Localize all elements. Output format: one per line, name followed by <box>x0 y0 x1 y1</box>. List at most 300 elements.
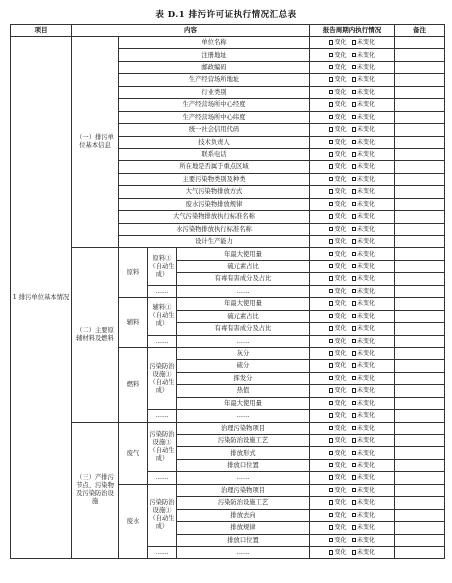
unchanged-option[interactable] <box>352 512 376 519</box>
changed-label: 变化 <box>334 536 347 544</box>
remark-cell <box>395 248 445 260</box>
changed-label: 变化 <box>334 262 347 270</box>
checkbox-icon[interactable] <box>352 140 357 145</box>
changed-option[interactable] <box>329 163 347 170</box>
changed-option[interactable] <box>329 524 347 531</box>
unchanged-label: 未变化 <box>357 350 376 358</box>
raw-item: 有毒有害成分及占比 <box>177 273 310 285</box>
checkbox-icon[interactable] <box>352 127 357 132</box>
ellipsis-item: …… <box>177 472 310 484</box>
changed-label: 变化 <box>334 524 347 532</box>
changed-option[interactable] <box>329 251 347 258</box>
changed-label: 变化 <box>334 213 347 221</box>
changed-option[interactable] <box>329 487 347 494</box>
table-row <box>11 422 445 434</box>
unchanged-option[interactable] <box>352 487 376 494</box>
checkbox-icon[interactable] <box>352 513 357 518</box>
status-options <box>310 99 395 111</box>
changed-label: 变化 <box>334 449 347 457</box>
changed-label: 变化 <box>334 424 347 432</box>
status-options <box>310 161 395 173</box>
status-options <box>310 372 395 384</box>
changed-label: 变化 <box>334 362 347 370</box>
remark-cell <box>395 385 445 397</box>
unchanged-option[interactable] <box>352 275 376 282</box>
ellipsis-item: …… <box>177 335 310 347</box>
status-options <box>310 260 395 272</box>
gas-sub: 污染防治设施①（自动生成） <box>148 422 177 472</box>
unchanged-option[interactable] <box>352 549 376 556</box>
checkbox-icon[interactable] <box>352 53 357 58</box>
remark-cell <box>395 522 445 534</box>
unchanged-option[interactable] <box>352 176 376 183</box>
remark-cell <box>395 49 445 61</box>
unchanged-option[interactable] <box>352 126 376 133</box>
checkbox-icon[interactable] <box>352 326 357 331</box>
remark-cell <box>395 161 445 173</box>
unchanged-label: 未变化 <box>357 300 376 308</box>
unchanged-label: 未变化 <box>357 362 376 370</box>
status-options <box>310 273 395 285</box>
unchanged-label: 未变化 <box>357 88 376 96</box>
checkbox-icon[interactable] <box>329 525 334 530</box>
checkbox-icon[interactable] <box>329 90 334 95</box>
checkbox-icon[interactable] <box>352 339 357 344</box>
remark-cell <box>395 546 445 558</box>
unchanged-option[interactable] <box>352 288 376 295</box>
checkbox-icon[interactable] <box>329 550 334 555</box>
checkbox-icon[interactable] <box>352 550 357 555</box>
status-options <box>310 459 395 471</box>
remark-cell <box>395 223 445 235</box>
changed-option[interactable] <box>329 412 347 419</box>
changed-option[interactable] <box>329 450 347 457</box>
changed-label: 变化 <box>334 300 347 308</box>
unchanged-option[interactable] <box>352 300 376 307</box>
unchanged-option[interactable] <box>352 101 376 108</box>
changed-option[interactable] <box>329 101 347 108</box>
changed-label: 变化 <box>334 113 347 121</box>
changed-option[interactable] <box>329 362 347 369</box>
checkbox-icon[interactable] <box>352 152 357 157</box>
checkbox-icon[interactable] <box>329 77 334 82</box>
unchanged-option[interactable] <box>352 89 376 96</box>
checkbox-icon[interactable] <box>329 289 334 294</box>
changed-option[interactable] <box>329 151 347 158</box>
changed-option[interactable] <box>329 188 347 195</box>
gas-item: 排放口位置 <box>177 459 310 471</box>
checkbox-icon[interactable] <box>329 351 334 356</box>
unchanged-option[interactable] <box>352 201 376 208</box>
checkbox-icon[interactable] <box>329 363 334 368</box>
changed-option[interactable] <box>329 549 347 556</box>
basic-item: 水污染物排放执行标准名称 <box>119 223 310 235</box>
changed-option[interactable] <box>329 288 347 295</box>
status-options <box>310 335 395 347</box>
status-options <box>310 385 395 397</box>
checkbox-icon[interactable] <box>329 438 334 443</box>
remark-cell <box>395 86 445 98</box>
changed-option[interactable] <box>329 263 347 270</box>
permit-summary-table <box>10 24 445 559</box>
changed-label: 变化 <box>334 88 347 96</box>
fuel-label: 燃料 <box>119 347 148 422</box>
checkbox-icon[interactable] <box>329 53 334 58</box>
remark-cell <box>395 198 445 210</box>
checkbox-icon[interactable] <box>352 463 357 468</box>
unchanged-option[interactable] <box>352 362 376 369</box>
checkbox-icon[interactable] <box>352 426 357 431</box>
status-options <box>310 148 395 160</box>
unchanged-label: 未变化 <box>357 486 376 494</box>
changed-option[interactable] <box>329 76 347 83</box>
unchanged-option[interactable] <box>352 462 376 469</box>
status-options <box>310 410 395 422</box>
changed-option[interactable] <box>329 213 347 220</box>
checkbox-icon[interactable] <box>352 40 357 45</box>
remark-cell <box>395 74 445 86</box>
checkbox-icon[interactable] <box>352 301 357 306</box>
changed-option[interactable] <box>329 474 347 481</box>
changed-option[interactable] <box>329 114 347 121</box>
checkbox-icon[interactable] <box>352 252 357 257</box>
unchanged-option[interactable] <box>352 151 376 158</box>
remark-cell <box>395 410 445 422</box>
checkbox-icon[interactable] <box>352 276 357 281</box>
checkbox-icon[interactable] <box>329 264 334 269</box>
status-options <box>310 422 395 434</box>
checkbox-icon[interactable] <box>352 351 357 356</box>
checkbox-icon[interactable] <box>352 376 357 381</box>
changed-option[interactable] <box>329 201 347 208</box>
checkbox-icon[interactable] <box>329 177 334 182</box>
ellipsis-item: …… <box>177 285 310 297</box>
aux-item: 有毒有害成分及占比 <box>177 323 310 335</box>
gas-item: 污染防治设施工艺 <box>177 435 310 447</box>
unchanged-option[interactable] <box>352 387 376 394</box>
remark-cell <box>395 472 445 484</box>
basic-item: 技术负责人 <box>119 136 310 148</box>
checkbox-icon[interactable] <box>329 401 334 406</box>
changed-option[interactable] <box>329 89 347 96</box>
status-options <box>310 522 395 534</box>
checkbox-icon[interactable] <box>352 401 357 406</box>
unchanged-option[interactable] <box>352 437 376 444</box>
remark-cell <box>395 497 445 509</box>
unchanged-label: 未变化 <box>357 524 376 532</box>
unchanged-option[interactable] <box>352 375 376 382</box>
unchanged-option[interactable] <box>352 251 376 258</box>
checkbox-icon[interactable] <box>352 65 357 70</box>
changed-option[interactable] <box>329 437 347 444</box>
checkbox-icon[interactable] <box>352 500 357 505</box>
changed-label: 变化 <box>334 350 347 358</box>
checkbox-icon[interactable] <box>329 65 334 70</box>
checkbox-icon[interactable] <box>329 388 334 393</box>
unchanged-option[interactable] <box>352 350 376 357</box>
checkbox-icon[interactable] <box>329 451 334 456</box>
changed-option[interactable] <box>329 462 347 469</box>
changed-option[interactable] <box>329 176 347 183</box>
remark-cell <box>395 509 445 521</box>
checkbox-icon[interactable] <box>329 227 334 232</box>
unchanged-label: 未变化 <box>357 262 376 270</box>
status-options <box>310 497 395 509</box>
changed-label: 变化 <box>334 374 347 382</box>
unchanged-option[interactable] <box>352 139 376 146</box>
water-item: 治理污染物项目 <box>177 484 310 496</box>
checkbox-icon[interactable] <box>329 463 334 468</box>
checkbox-icon[interactable] <box>329 214 334 219</box>
changed-option[interactable] <box>329 313 347 320</box>
remark-cell <box>395 484 445 496</box>
unchanged-option[interactable] <box>352 226 376 233</box>
unchanged-label: 未变化 <box>357 424 376 432</box>
water-label: 废水 <box>119 484 148 559</box>
unchanged-label: 未变化 <box>357 175 376 183</box>
unchanged-label: 未变化 <box>357 437 376 445</box>
checkbox-icon[interactable] <box>352 77 357 82</box>
changed-option[interactable] <box>329 52 347 59</box>
unchanged-label: 未变化 <box>357 151 376 159</box>
unchanged-option[interactable] <box>352 39 376 46</box>
changed-option[interactable] <box>329 512 347 519</box>
unchanged-option[interactable] <box>352 338 376 345</box>
changed-label: 变化 <box>334 486 347 494</box>
checkbox-icon[interactable] <box>352 451 357 456</box>
checkbox-icon[interactable] <box>352 488 357 493</box>
unchanged-option[interactable] <box>352 64 376 71</box>
checkbox-icon[interactable] <box>352 289 357 294</box>
aux-item: 年最大使用量 <box>177 298 310 310</box>
unchanged-option[interactable] <box>352 263 376 270</box>
checkbox-icon[interactable] <box>352 314 357 319</box>
unchanged-option[interactable] <box>352 52 376 59</box>
changed-label: 变化 <box>334 163 347 171</box>
remark-cell <box>395 111 445 123</box>
status-options <box>310 397 395 409</box>
unchanged-option[interactable] <box>352 325 376 332</box>
status-options <box>310 236 395 248</box>
ellipsis-sub: …… <box>148 335 177 347</box>
changed-option[interactable] <box>329 126 347 133</box>
status-options <box>310 198 395 210</box>
remark-cell <box>395 173 445 185</box>
checkbox-icon[interactable] <box>352 227 357 232</box>
unchanged-label: 未变化 <box>357 188 376 196</box>
checkbox-icon[interactable] <box>329 127 334 132</box>
fuel-item: 挥发分 <box>177 372 310 384</box>
fuel-item: 年最大使用量 <box>177 397 310 409</box>
header-remark: 备注 <box>395 25 445 37</box>
unchanged-option[interactable] <box>352 450 376 457</box>
checkbox-icon[interactable] <box>329 426 334 431</box>
changed-label: 变化 <box>334 412 347 420</box>
unchanged-option[interactable] <box>352 537 376 544</box>
unchanged-option[interactable] <box>352 400 376 407</box>
checkbox-icon[interactable] <box>329 314 334 319</box>
checkbox-icon[interactable] <box>329 202 334 207</box>
unchanged-label: 未变化 <box>357 213 376 221</box>
basic-item: 邮政编码 <box>119 61 310 73</box>
unchanged-label: 未变化 <box>357 374 376 382</box>
changed-option[interactable] <box>329 226 347 233</box>
basic-item: 生产经营场所地址 <box>119 74 310 86</box>
header-status: 报告周期内执行情况 <box>310 25 395 37</box>
checkbox-icon[interactable] <box>329 152 334 157</box>
water-item: 排放去向 <box>177 509 310 521</box>
status-options <box>310 124 395 136</box>
changed-label: 变化 <box>334 337 347 345</box>
basic-item: 统一社会信用代码 <box>119 124 310 136</box>
gas-label: 废气 <box>119 422 148 484</box>
checkbox-icon[interactable] <box>352 90 357 95</box>
unchanged-label: 未变化 <box>357 549 376 557</box>
checkbox-icon[interactable] <box>329 102 334 107</box>
unchanged-option[interactable] <box>352 474 376 481</box>
checkbox-icon[interactable] <box>329 326 334 331</box>
unchanged-option[interactable] <box>352 313 376 320</box>
remark-cell <box>395 310 445 322</box>
changed-option[interactable] <box>329 338 347 345</box>
changed-label: 变化 <box>334 312 347 320</box>
checkbox-icon[interactable] <box>352 538 357 543</box>
unchanged-option[interactable] <box>352 238 376 245</box>
checkbox-icon[interactable] <box>352 264 357 269</box>
changed-label: 变化 <box>334 76 347 84</box>
checkbox-icon[interactable] <box>352 388 357 393</box>
checkbox-icon[interactable] <box>329 301 334 306</box>
unchanged-option[interactable] <box>352 412 376 419</box>
changed-option[interactable] <box>329 325 347 332</box>
checkbox-icon[interactable] <box>329 140 334 145</box>
checkbox-icon[interactable] <box>352 214 357 219</box>
changed-option[interactable] <box>329 400 347 407</box>
remark-cell <box>395 397 445 409</box>
group-materials: （二）主要原辅材料及燃料 <box>72 248 119 422</box>
basic-item: 设计生产能力 <box>119 236 310 248</box>
unchanged-label: 未变化 <box>357 51 376 59</box>
changed-option[interactable] <box>329 375 347 382</box>
unchanged-label: 未变化 <box>357 275 376 283</box>
remark-cell <box>395 459 445 471</box>
unchanged-option[interactable] <box>352 76 376 83</box>
changed-label: 变化 <box>334 225 347 233</box>
changed-option[interactable] <box>329 350 347 357</box>
checkbox-icon[interactable] <box>329 276 334 281</box>
checkbox-icon[interactable] <box>329 164 334 169</box>
checkbox-icon[interactable] <box>329 376 334 381</box>
checkbox-icon[interactable] <box>329 538 334 543</box>
checkbox-icon[interactable] <box>329 488 334 493</box>
checkbox-icon[interactable] <box>352 115 357 120</box>
water-item: 排放规律 <box>177 522 310 534</box>
unchanged-option[interactable] <box>352 499 376 506</box>
changed-option[interactable] <box>329 39 347 46</box>
checkbox-icon[interactable] <box>352 413 357 418</box>
checkbox-icon[interactable] <box>352 475 357 480</box>
changed-label: 变化 <box>334 287 347 295</box>
status-options <box>310 186 395 198</box>
unchanged-option[interactable] <box>352 163 376 170</box>
checkbox-icon[interactable] <box>352 239 357 244</box>
status-options <box>310 310 395 322</box>
unchanged-option[interactable] <box>352 425 376 432</box>
unchanged-label: 未变化 <box>357 474 376 482</box>
checkbox-icon[interactable] <box>329 239 334 244</box>
raw-item: 年最大使用量 <box>177 248 310 260</box>
status-options <box>310 173 395 185</box>
aux-sub: 辅料①（自动生成） <box>148 298 177 335</box>
checkbox-icon[interactable] <box>352 189 357 194</box>
unchanged-option[interactable] <box>352 114 376 121</box>
checkbox-icon[interactable] <box>329 189 334 194</box>
status-options <box>310 447 395 459</box>
changed-option[interactable] <box>329 275 347 282</box>
remark-cell <box>395 360 445 372</box>
checkbox-icon[interactable] <box>352 525 357 530</box>
checkbox-icon[interactable] <box>329 339 334 344</box>
checkbox-icon[interactable] <box>352 202 357 207</box>
checkbox-icon[interactable] <box>329 413 334 418</box>
status-options <box>310 298 395 310</box>
changed-label: 变化 <box>334 101 347 109</box>
unchanged-option[interactable] <box>352 213 376 220</box>
changed-option[interactable] <box>329 238 347 245</box>
checkbox-icon[interactable] <box>352 102 357 107</box>
unchanged-option[interactable] <box>352 524 376 531</box>
remark-cell <box>395 285 445 297</box>
fuel-item: 硫分 <box>177 360 310 372</box>
changed-option[interactable] <box>329 64 347 71</box>
changed-label: 变化 <box>334 138 347 146</box>
checkbox-icon[interactable] <box>329 252 334 257</box>
ellipsis-sub: …… <box>148 546 177 558</box>
changed-label: 变化 <box>334 499 347 507</box>
status-options <box>310 136 395 148</box>
basic-item: 生产经营场所中心经度 <box>119 99 310 111</box>
changed-label: 变化 <box>334 51 347 59</box>
unchanged-label: 未变化 <box>357 238 376 246</box>
changed-option[interactable] <box>329 139 347 146</box>
changed-label: 变化 <box>334 549 347 557</box>
changed-option[interactable] <box>329 425 347 432</box>
checkbox-icon[interactable] <box>329 115 334 120</box>
remark-cell <box>395 447 445 459</box>
checkbox-icon[interactable] <box>352 177 357 182</box>
unchanged-label: 未变化 <box>357 337 376 345</box>
changed-option[interactable] <box>329 387 347 394</box>
checkbox-icon[interactable] <box>352 438 357 443</box>
ellipsis-sub: …… <box>148 472 177 484</box>
checkbox-icon[interactable] <box>329 513 334 518</box>
gas-item: 排放形式 <box>177 447 310 459</box>
unchanged-label: 未变化 <box>357 412 376 420</box>
changed-option[interactable] <box>329 499 347 506</box>
checkbox-icon[interactable] <box>329 40 334 45</box>
changed-option[interactable] <box>329 300 347 307</box>
checkbox-icon[interactable] <box>329 500 334 505</box>
changed-label: 变化 <box>334 387 347 395</box>
status-options <box>310 323 395 335</box>
checkbox-icon[interactable] <box>352 164 357 169</box>
checkbox-icon[interactable] <box>352 363 357 368</box>
unchanged-option[interactable] <box>352 188 376 195</box>
unchanged-label: 未变化 <box>357 511 376 519</box>
checkbox-icon[interactable] <box>329 475 334 480</box>
changed-option[interactable] <box>329 537 347 544</box>
remark-cell <box>395 260 445 272</box>
